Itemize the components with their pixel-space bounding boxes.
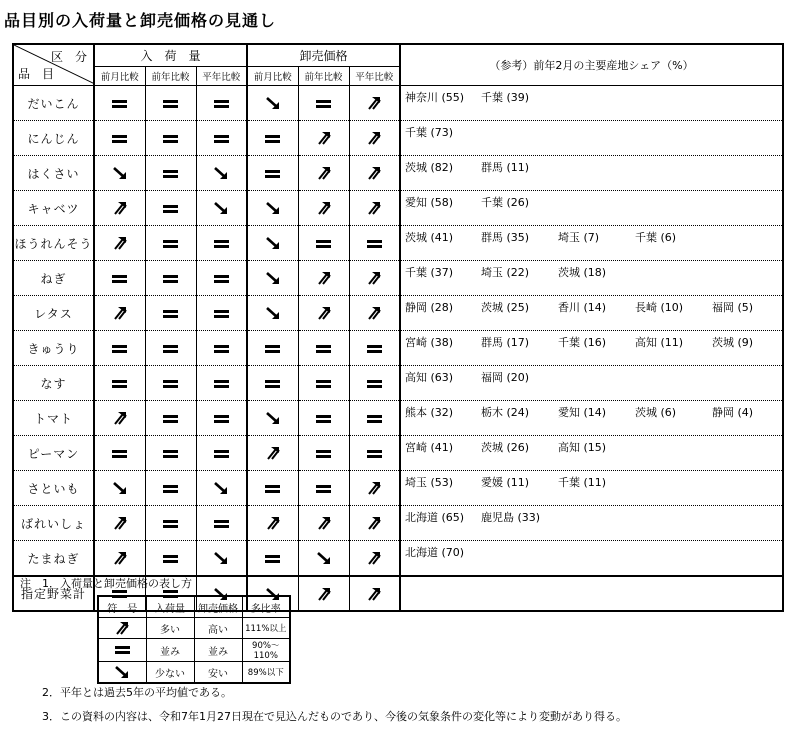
symbol-cell	[145, 156, 196, 191]
symbol-cell	[247, 156, 298, 191]
table-row	[13, 121, 783, 156]
equal-sign-icon	[316, 239, 331, 249]
legend-row	[98, 639, 290, 662]
share-entry: 茨城 (26)	[481, 441, 530, 454]
table-row	[13, 366, 783, 401]
share-entry: 埼玉 (22)	[481, 266, 530, 279]
share-entry: 宮崎 (41)	[405, 441, 454, 454]
table-row	[13, 331, 783, 366]
equal-sign-icon	[112, 99, 127, 109]
equal-sign-icon	[265, 169, 280, 179]
arrow-up-right-icon	[115, 621, 129, 635]
equal-sign-icon	[265, 344, 280, 354]
symbol-cell	[349, 401, 400, 436]
legend-header-cell: 入荷量	[146, 596, 194, 618]
legend-cell: 89%以下	[242, 662, 290, 684]
symbol-cell	[298, 226, 349, 261]
item-name: きゅうり	[13, 331, 94, 366]
arrow-up-right-icon	[367, 201, 381, 215]
symbol-cell	[349, 156, 400, 191]
symbol-cell	[349, 261, 400, 296]
symbol-cell	[94, 541, 145, 577]
equal-sign-icon	[316, 99, 331, 109]
equal-sign-icon	[214, 449, 229, 459]
equal-sign-icon	[163, 379, 178, 389]
equal-sign-icon	[316, 484, 331, 494]
table-row	[13, 436, 783, 471]
note-1: 注 1．入荷量と卸売価格の表し方	[20, 577, 192, 590]
table-row	[13, 86, 783, 121]
item-name: なす	[13, 366, 94, 401]
symbol-cell	[94, 366, 145, 401]
arrow-up-right-icon	[113, 236, 127, 250]
item-name: にんじん	[13, 121, 94, 156]
arrow-up-right-icon	[367, 271, 381, 285]
share-entry: 千葉 (6)	[635, 231, 677, 244]
legend-cell: 多い	[146, 618, 194, 639]
share-entry: 栃木 (24)	[481, 406, 530, 419]
symbol-cell	[349, 506, 400, 541]
legend-cell: 90%～110%	[242, 639, 290, 662]
equal-sign-icon	[163, 169, 178, 179]
equal-sign-icon	[163, 519, 178, 529]
symbol-cell	[247, 226, 298, 261]
symbol-cell	[247, 401, 298, 436]
symbol-cell	[94, 191, 145, 226]
table-row	[13, 401, 783, 436]
symbol-cell	[94, 296, 145, 331]
symbol-cell	[196, 261, 247, 296]
symbol-cell	[196, 401, 247, 436]
equal-sign-icon	[163, 554, 178, 564]
symbol-cell	[247, 506, 298, 541]
symbol-cell	[145, 121, 196, 156]
equal-sign-icon	[214, 239, 229, 249]
subheader-2: 平年比較	[196, 67, 247, 86]
equal-sign-icon	[316, 379, 331, 389]
symbol-cell	[298, 331, 349, 366]
symbol-cell	[145, 261, 196, 296]
legend-header-cell: 卸売価格	[194, 596, 242, 618]
symbol-cell	[247, 86, 298, 121]
share-entry: 高知 (15)	[558, 441, 607, 454]
equal-sign-icon	[163, 134, 178, 144]
symbol-cell	[145, 506, 196, 541]
arrow-down-right-icon	[266, 306, 280, 320]
equal-sign-icon	[214, 134, 229, 144]
arrow-up-right-icon	[113, 306, 127, 320]
arrow-up-right-icon	[113, 516, 127, 530]
legend-table	[97, 595, 291, 684]
table-row	[13, 261, 783, 296]
share-cell	[400, 401, 783, 436]
symbol-cell	[349, 541, 400, 577]
symbol-cell	[298, 296, 349, 331]
equal-sign-icon	[112, 344, 127, 354]
share-cell	[400, 86, 783, 121]
symbol-cell	[94, 261, 145, 296]
share-entry: 茨城 (25)	[481, 301, 530, 314]
legend-symbol-cell	[98, 618, 146, 639]
arrow-up-right-icon	[367, 587, 381, 601]
arrow-down-right-icon	[214, 201, 228, 215]
equal-sign-icon	[112, 134, 127, 144]
symbol-cell	[349, 296, 400, 331]
share-entry: 静岡 (4)	[712, 406, 754, 419]
arrow-down-right-icon	[214, 481, 228, 495]
arrow-up-right-icon	[266, 516, 280, 530]
arrow-up-right-icon	[317, 166, 331, 180]
equal-sign-icon	[214, 309, 229, 319]
share-entry: 千葉 (73)	[405, 126, 454, 139]
kubun-label: 区 分	[50, 50, 87, 64]
share-cell	[400, 506, 783, 541]
equal-sign-icon	[214, 99, 229, 109]
equal-sign-icon	[214, 344, 229, 354]
arrow-down-right-icon	[317, 551, 331, 565]
symbol-cell	[94, 156, 145, 191]
legend-cell: 高い	[194, 618, 242, 639]
nyukaryo-header: 入 荷 量	[94, 44, 247, 67]
symbol-cell	[247, 121, 298, 156]
equal-sign-icon	[163, 484, 178, 494]
share-entry: 茨城 (9)	[712, 336, 754, 349]
arrow-up-right-icon	[367, 96, 381, 110]
share-entry: 鹿児島 (33)	[481, 511, 541, 524]
share-entry: 茨城 (6)	[635, 406, 677, 419]
corner-header-cell	[13, 44, 94, 86]
symbol-cell	[298, 541, 349, 577]
arrow-up-right-icon	[317, 131, 331, 145]
arrow-up-right-icon	[317, 306, 331, 320]
symbol-cell	[349, 436, 400, 471]
symbol-cell	[298, 86, 349, 121]
equal-sign-icon	[112, 449, 127, 459]
arrow-up-right-icon	[317, 201, 331, 215]
share-entry: 福岡 (20)	[481, 371, 530, 384]
symbol-cell	[247, 471, 298, 506]
arrow-up-right-icon	[367, 551, 381, 565]
symbol-cell	[349, 471, 400, 506]
share-cell	[400, 471, 783, 506]
item-name: たまねぎ	[13, 541, 94, 577]
item-name: ばれいしょ	[13, 506, 94, 541]
arrow-up-right-icon	[367, 481, 381, 495]
equal-sign-icon	[115, 645, 130, 655]
symbol-cell	[94, 506, 145, 541]
arrow-up-right-icon	[317, 516, 331, 530]
symbol-cell	[349, 226, 400, 261]
share-entry: 神奈川 (55)	[405, 91, 465, 104]
table-row	[13, 506, 783, 541]
item-name: ピーマン	[13, 436, 94, 471]
symbol-cell	[94, 436, 145, 471]
item-name: レタス	[13, 296, 94, 331]
legend-row	[98, 618, 290, 639]
symbol-cell	[349, 366, 400, 401]
symbol-cell	[196, 506, 247, 541]
arrow-down-right-icon	[115, 665, 129, 679]
outlook-table	[12, 43, 784, 612]
symbol-cell	[94, 226, 145, 261]
share-cell	[400, 366, 783, 401]
item-name: キャベツ	[13, 191, 94, 226]
legend-row	[98, 662, 290, 684]
share-cell	[400, 191, 783, 226]
table-row	[13, 296, 783, 331]
share-entry: 高知 (63)	[405, 371, 454, 384]
share-entry: 宮崎 (38)	[405, 336, 454, 349]
symbol-cell	[94, 121, 145, 156]
subheader-1: 前年比較	[145, 67, 196, 86]
arrow-up-right-icon	[367, 516, 381, 530]
arrow-up-right-icon	[317, 587, 331, 601]
share-entry: 千葉 (26)	[481, 196, 530, 209]
share-entry: 香川 (14)	[558, 301, 607, 314]
symbol-cell	[298, 436, 349, 471]
symbol-cell	[298, 156, 349, 191]
equal-sign-icon	[316, 449, 331, 459]
symbol-cell	[145, 436, 196, 471]
share-cell	[400, 436, 783, 471]
note-2: 2．平年とは過去5年の平均値である。	[42, 686, 232, 699]
share-entry: 愛知 (58)	[405, 196, 454, 209]
equal-sign-icon	[163, 414, 178, 424]
symbol-cell	[145, 191, 196, 226]
share-entry: 北海道 (65)	[405, 511, 465, 524]
symbol-cell	[145, 541, 196, 577]
equal-sign-icon	[265, 379, 280, 389]
arrow-down-right-icon	[113, 481, 127, 495]
table-row	[13, 471, 783, 506]
symbol-cell	[145, 226, 196, 261]
legend-cell: 111%以上	[242, 618, 290, 639]
equal-sign-icon	[163, 274, 178, 284]
symbol-cell	[298, 471, 349, 506]
symbol-cell	[298, 261, 349, 296]
arrow-down-right-icon	[214, 166, 228, 180]
page-title: 品目別の入荷量と卸売価格の見通し	[4, 11, 277, 30]
arrow-down-right-icon	[266, 271, 280, 285]
subheader-3: 前月比較	[247, 67, 298, 86]
equal-sign-icon	[316, 344, 331, 354]
share-entry: 千葉 (16)	[558, 336, 607, 349]
table-row	[13, 541, 783, 577]
symbol-cell	[298, 366, 349, 401]
share-entry: 千葉 (39)	[481, 91, 530, 104]
symbol-cell	[349, 191, 400, 226]
share-entry: 茨城 (18)	[558, 266, 607, 279]
share-entry: 茨城 (82)	[405, 161, 454, 174]
symbol-cell	[196, 86, 247, 121]
equal-sign-icon	[214, 414, 229, 424]
equal-sign-icon	[265, 484, 280, 494]
symbol-cell	[94, 86, 145, 121]
symbol-cell	[145, 366, 196, 401]
symbol-cell	[94, 401, 145, 436]
symbol-cell	[247, 436, 298, 471]
item-name: トマト	[13, 401, 94, 436]
legend-cell: 並み	[146, 639, 194, 662]
share-entry: 愛媛 (11)	[481, 476, 530, 489]
arrow-down-right-icon	[214, 551, 228, 565]
equal-sign-icon	[367, 344, 382, 354]
symbol-cell	[247, 331, 298, 366]
arrow-up-right-icon	[367, 131, 381, 145]
symbol-cell	[196, 471, 247, 506]
subheader-0: 前月比較	[94, 67, 145, 86]
equal-sign-icon	[163, 344, 178, 354]
symbol-cell	[145, 471, 196, 506]
symbol-cell	[196, 331, 247, 366]
symbol-cell	[94, 331, 145, 366]
equal-sign-icon	[214, 274, 229, 284]
legend-symbol-cell	[98, 662, 146, 684]
arrow-down-right-icon	[266, 201, 280, 215]
table-row	[13, 226, 783, 261]
item-name: だいこん	[13, 86, 94, 121]
legend-cell: 並み	[194, 639, 242, 662]
equal-sign-icon	[214, 379, 229, 389]
share-entry: 高知 (11)	[635, 336, 684, 349]
arrow-down-right-icon	[113, 166, 127, 180]
symbol-cell	[145, 296, 196, 331]
item-name: さといも	[13, 471, 94, 506]
symbol-cell	[247, 296, 298, 331]
arrow-down-right-icon	[266, 96, 280, 110]
symbol-cell	[349, 121, 400, 156]
share-cell	[400, 156, 783, 191]
symbol-cell	[349, 576, 400, 611]
share-entry: 熊本 (32)	[405, 406, 454, 419]
equal-sign-icon	[163, 239, 178, 249]
symbol-cell	[196, 191, 247, 226]
share-entry: 群馬 (17)	[481, 336, 530, 349]
share-cell	[400, 331, 783, 366]
item-name: ねぎ	[13, 261, 94, 296]
symbol-cell	[247, 366, 298, 401]
arrow-up-right-icon	[113, 551, 127, 565]
legend-header-cell: 符 号	[98, 596, 146, 618]
symbol-cell	[196, 121, 247, 156]
equal-sign-icon	[367, 379, 382, 389]
share-entry: 茨城 (41)	[405, 231, 454, 244]
symbol-cell	[196, 366, 247, 401]
equal-sign-icon	[367, 414, 382, 424]
arrow-down-right-icon	[266, 411, 280, 425]
share-header: （参考）前年2月の主要産地シェア（%）	[400, 44, 783, 86]
equal-sign-icon	[163, 204, 178, 214]
arrow-up-right-icon	[266, 446, 280, 460]
share-cell	[400, 576, 783, 611]
arrow-up-right-icon	[367, 306, 381, 320]
symbol-cell	[196, 226, 247, 261]
symbol-cell	[94, 471, 145, 506]
symbol-cell	[247, 541, 298, 577]
share-cell	[400, 226, 783, 261]
symbol-cell	[298, 506, 349, 541]
hinmoku-label: 品 目	[18, 67, 55, 81]
oroshi-header: 卸売価格	[247, 44, 400, 67]
symbol-cell	[298, 576, 349, 611]
note-3: 3．この資料の内容は、令和7年1月27日現在で見込んだものであり、今後の気象条件の変化等により変動があり得る。	[42, 710, 627, 723]
symbol-cell	[196, 296, 247, 331]
equal-sign-icon	[163, 99, 178, 109]
symbol-cell	[349, 331, 400, 366]
symbol-cell	[298, 191, 349, 226]
legend-cell: 少ない	[146, 662, 194, 684]
share-entry: 北海道 (70)	[405, 546, 465, 559]
symbol-cell	[196, 541, 247, 577]
arrow-down-right-icon	[266, 236, 280, 250]
legend-header-cell: 多比率	[242, 596, 290, 618]
arrow-up-right-icon	[317, 271, 331, 285]
equal-sign-icon	[265, 554, 280, 564]
item-name: ほうれんそう	[13, 226, 94, 261]
symbol-cell	[349, 86, 400, 121]
symbol-cell	[298, 121, 349, 156]
equal-sign-icon	[214, 519, 229, 529]
equal-sign-icon	[265, 134, 280, 144]
table-row	[13, 191, 783, 226]
share-entry: 埼玉 (53)	[405, 476, 454, 489]
share-entry: 群馬 (11)	[481, 161, 530, 174]
share-cell	[400, 296, 783, 331]
legend-cell: 安い	[194, 662, 242, 684]
share-entry: 埼玉 (7)	[558, 231, 600, 244]
arrow-up-right-icon	[367, 166, 381, 180]
equal-sign-icon	[112, 379, 127, 389]
arrow-up-right-icon	[113, 411, 127, 425]
symbol-cell	[145, 401, 196, 436]
item-name: はくさい	[13, 156, 94, 191]
share-cell	[400, 261, 783, 296]
equal-sign-icon	[112, 274, 127, 284]
equal-sign-icon	[316, 414, 331, 424]
share-entry: 群馬 (35)	[481, 231, 530, 244]
equal-sign-icon	[163, 449, 178, 459]
share-cell	[400, 121, 783, 156]
symbol-cell	[196, 436, 247, 471]
legend-header-row	[98, 596, 290, 618]
share-entry: 静岡 (28)	[405, 301, 454, 314]
share-entry: 愛知 (14)	[558, 406, 607, 419]
share-entry: 長崎 (10)	[635, 301, 684, 314]
subheader-5: 平年比較	[349, 67, 400, 86]
symbol-cell	[196, 156, 247, 191]
item-name: 指定野菜計	[13, 576, 94, 611]
share-cell	[400, 541, 783, 577]
symbol-cell	[247, 191, 298, 226]
symbol-cell	[145, 331, 196, 366]
subheader-4: 前年比較	[298, 67, 349, 86]
symbol-cell	[247, 261, 298, 296]
equal-sign-icon	[163, 309, 178, 319]
symbol-cell	[298, 401, 349, 436]
table-row	[13, 156, 783, 191]
arrow-up-right-icon	[113, 201, 127, 215]
share-entry: 福岡 (5)	[712, 301, 754, 314]
equal-sign-icon	[367, 239, 382, 249]
equal-sign-icon	[367, 449, 382, 459]
legend-symbol-cell	[98, 639, 146, 662]
symbol-cell	[145, 86, 196, 121]
share-entry: 千葉 (11)	[558, 476, 607, 489]
share-entry: 千葉 (37)	[405, 266, 454, 279]
